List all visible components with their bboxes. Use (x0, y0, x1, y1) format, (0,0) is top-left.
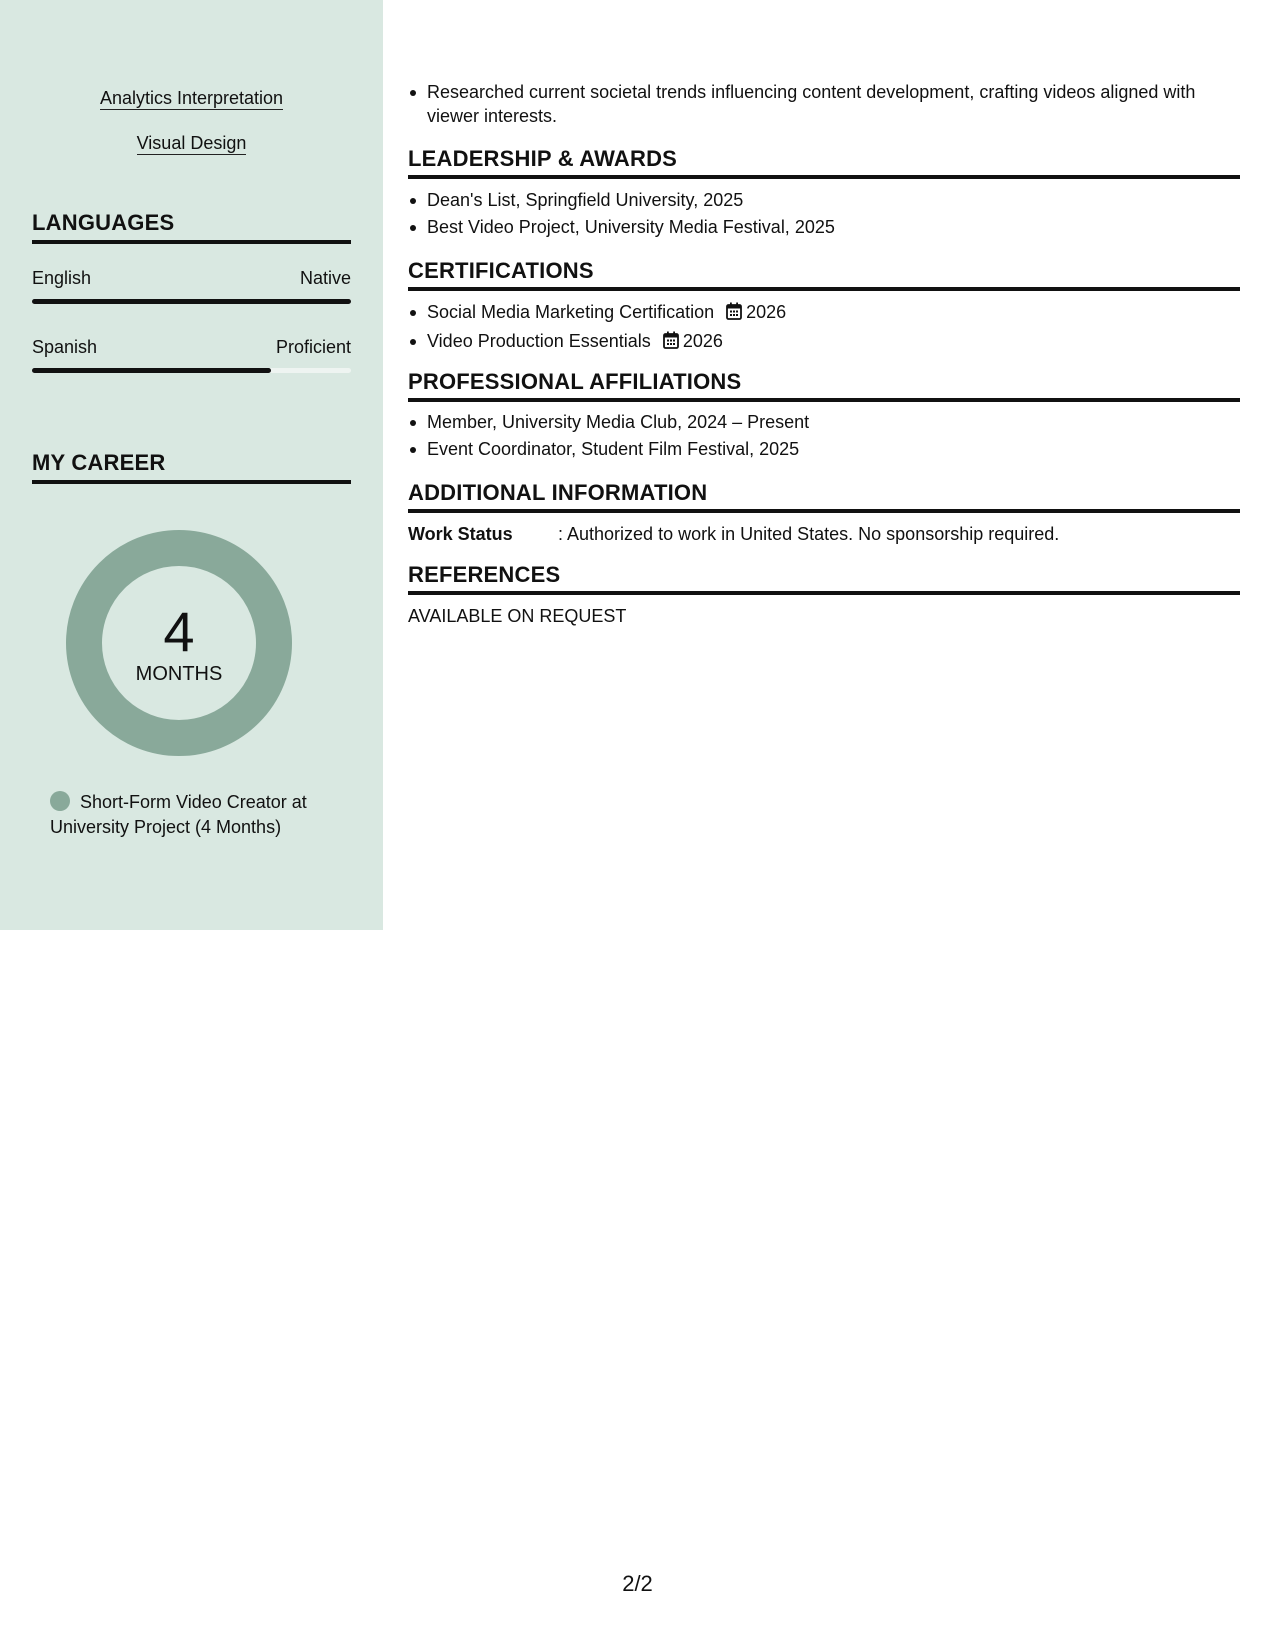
affiliations-list (408, 410, 1240, 464)
list-item (408, 329, 1240, 355)
certification-name: Video Production Essentials (427, 331, 651, 351)
list-item (408, 300, 1240, 326)
legend-dot-icon (50, 791, 70, 811)
language-bar-spanish (32, 368, 351, 373)
certification-year: 2026 (682, 331, 723, 351)
language-bar-fill (32, 299, 351, 304)
skill-label: Analytics Interpretation (99, 88, 284, 108)
calendar-icon (663, 331, 679, 355)
list-item: Member, University Media Club, 2024 – Present (408, 410, 1240, 434)
list-item: Dean's List, Springfield University, 2025 (408, 188, 1240, 212)
language-name: Spanish (32, 337, 98, 357)
language-row-english (32, 266, 351, 290)
certifications-list (408, 300, 1240, 358)
additional-info-heading: ADDITIONAL INFORMATION (408, 480, 1240, 513)
language-level: Native (299, 268, 351, 288)
references-heading: REFERENCES (408, 562, 1240, 595)
sidebar (0, 0, 383, 930)
legend-label: Short-Form Video Creator at University Project (4 Months) (50, 792, 307, 837)
language-bar-fill (32, 368, 271, 373)
career-donut-chart (66, 530, 292, 756)
page-number: 2/2 (622, 1571, 653, 1596)
language-bar-english (32, 299, 351, 304)
calendar-icon (726, 302, 742, 326)
list-item: Researched current societal trends influencing content development, crafting videos aligned with viewer interests. (408, 80, 1240, 128)
language-row-spanish (32, 335, 351, 359)
career-heading: MY CAREER (32, 450, 351, 484)
leadership-list (408, 188, 1240, 242)
affiliations-heading: PROFESSIONAL AFFILIATIONS (408, 369, 1240, 402)
certifications-heading: CERTIFICATIONS (408, 258, 1240, 291)
list-item: Best Video Project, University Media Festival, 2025 (408, 215, 1240, 239)
experience-bullets (408, 80, 1240, 131)
languages-heading: LANGUAGES (32, 210, 351, 244)
language-name: English (32, 268, 92, 288)
work-status-row (408, 522, 1240, 546)
certification-year: 2026 (746, 302, 787, 322)
certification-name: Social Media Marketing Certification (427, 302, 715, 322)
skill-link-analytics[interactable] (0, 86, 383, 110)
career-legend (50, 790, 350, 840)
list-item: Event Coordinator, Student Film Festival, 2025 (408, 437, 1240, 461)
skill-label: Visual Design (136, 133, 247, 153)
leadership-heading: LEADERSHIP & AWARDS (408, 146, 1240, 179)
work-status-value: : Authorized to work in United States. No sponsorship required. (558, 524, 1060, 544)
work-status-label: Work Status (408, 524, 513, 544)
language-level: Proficient (275, 337, 351, 357)
skill-link-visual-design[interactable] (0, 131, 383, 155)
career-total-number: 4 (163, 600, 195, 663)
career-total-unit: MONTHS (135, 663, 223, 685)
references-text: AVAILABLE ON REQUEST (408, 606, 627, 626)
